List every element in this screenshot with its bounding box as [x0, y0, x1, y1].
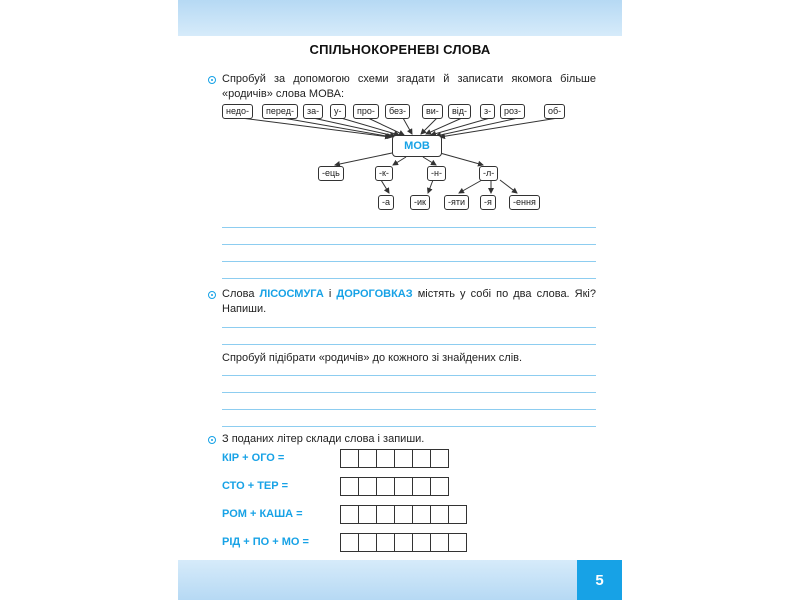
task2-subtask: Спробуй підібрати «родичів» до кожного зі знайдених слів.	[222, 352, 523, 364]
writing-line[interactable]	[222, 327, 596, 328]
suffix-box: -к-	[375, 166, 393, 181]
ending-box: -ик	[410, 195, 430, 210]
task3-text: З поданих літер склади слова і запиши.	[222, 433, 425, 445]
task1-line1: Спробуй за допомогою схеми згадати й записати якомога більше	[222, 73, 596, 85]
prefix-box: за-	[303, 104, 323, 119]
letter-cell[interactable]	[340, 505, 359, 524]
letter-grid[interactable]	[340, 477, 449, 496]
task2-text-before: Слова	[222, 288, 260, 300]
prefix-box: роз-	[500, 104, 525, 119]
task2-text-middle: і	[323, 288, 337, 300]
letter-cell[interactable]	[394, 449, 413, 468]
page-title: СПІЛЬНОКОРЕНЕВІ СЛОВА	[309, 42, 491, 57]
letter-cell[interactable]	[358, 505, 377, 524]
letter-cell[interactable]	[394, 505, 413, 524]
letter-cell[interactable]	[448, 533, 467, 552]
letter-cell[interactable]	[412, 477, 431, 496]
writing-line[interactable]	[222, 244, 596, 245]
task-bullet-icon	[208, 291, 216, 299]
equation-label: СТО + ТЕР =	[222, 480, 289, 492]
task2-text-after: містять у собі по два слова. Які?	[412, 288, 596, 300]
letter-cell[interactable]	[376, 449, 395, 468]
letter-cell[interactable]	[430, 449, 449, 468]
letter-grid[interactable]	[340, 533, 467, 552]
ending-box: -а	[378, 195, 394, 210]
equation-label: РІД + ПО + МО =	[222, 536, 309, 548]
letter-cell[interactable]	[340, 533, 359, 552]
prefix-box: без-	[385, 104, 410, 119]
bottom-band	[178, 560, 622, 600]
prefix-box: з-	[480, 104, 495, 119]
prefix-box: об-	[544, 104, 565, 119]
task-bullet-icon	[208, 436, 216, 444]
task2-word1: ЛІСОСМУГА	[259, 288, 324, 300]
letter-cell[interactable]	[358, 477, 377, 496]
prefix-box: від-	[448, 104, 471, 119]
letter-cell[interactable]	[448, 505, 467, 524]
prefix-box: недо-	[222, 104, 253, 119]
writing-line[interactable]	[222, 278, 596, 279]
prefix-box: у-	[330, 104, 346, 119]
writing-line[interactable]	[222, 392, 596, 393]
letter-cell[interactable]	[412, 449, 431, 468]
task2-word2: ДОРОГОВКАЗ	[336, 288, 413, 300]
letter-cell[interactable]	[376, 477, 395, 496]
prefix-box: перед-	[262, 104, 298, 119]
equation-label: РОМ + КАША =	[222, 508, 303, 520]
writing-line[interactable]	[222, 375, 596, 376]
letter-cell[interactable]	[358, 533, 377, 552]
writing-line[interactable]	[222, 227, 596, 228]
suffix-box: -н-	[427, 166, 446, 181]
letter-cell[interactable]	[340, 477, 359, 496]
letter-cell[interactable]	[430, 477, 449, 496]
ending-box: -я	[480, 195, 496, 210]
prefix-box: про-	[353, 104, 379, 119]
workbook-page	[178, 0, 622, 600]
letter-cell[interactable]	[412, 505, 431, 524]
task2-line1	[222, 287, 596, 302]
writing-line[interactable]	[222, 409, 596, 410]
suffix-box: -ець	[318, 166, 344, 181]
letter-cell[interactable]	[412, 533, 431, 552]
letter-cell[interactable]	[430, 533, 449, 552]
letter-cell[interactable]	[394, 533, 413, 552]
task2-line2: Напиши.	[222, 303, 267, 315]
prefix-box: ви-	[422, 104, 443, 119]
letter-cell[interactable]	[430, 505, 449, 524]
letter-grid[interactable]	[340, 449, 449, 468]
ending-box: -ення	[509, 195, 540, 210]
equation-label: КІР + ОГО =	[222, 452, 285, 464]
root-box: МОВ	[392, 135, 442, 157]
writing-line[interactable]	[222, 426, 596, 427]
suffix-box: -л-	[479, 166, 498, 181]
letter-cell[interactable]	[358, 449, 377, 468]
writing-line[interactable]	[222, 261, 596, 262]
letter-cell[interactable]	[340, 449, 359, 468]
ending-box: -яти	[444, 195, 469, 210]
letter-cell[interactable]	[376, 505, 395, 524]
task1-line2: «родичів» слова МОВА:	[222, 88, 345, 100]
letter-grid[interactable]	[340, 505, 467, 524]
letter-cell[interactable]	[394, 477, 413, 496]
page-number: 5	[577, 560, 622, 600]
writing-line[interactable]	[222, 344, 596, 345]
letter-cell[interactable]	[376, 533, 395, 552]
